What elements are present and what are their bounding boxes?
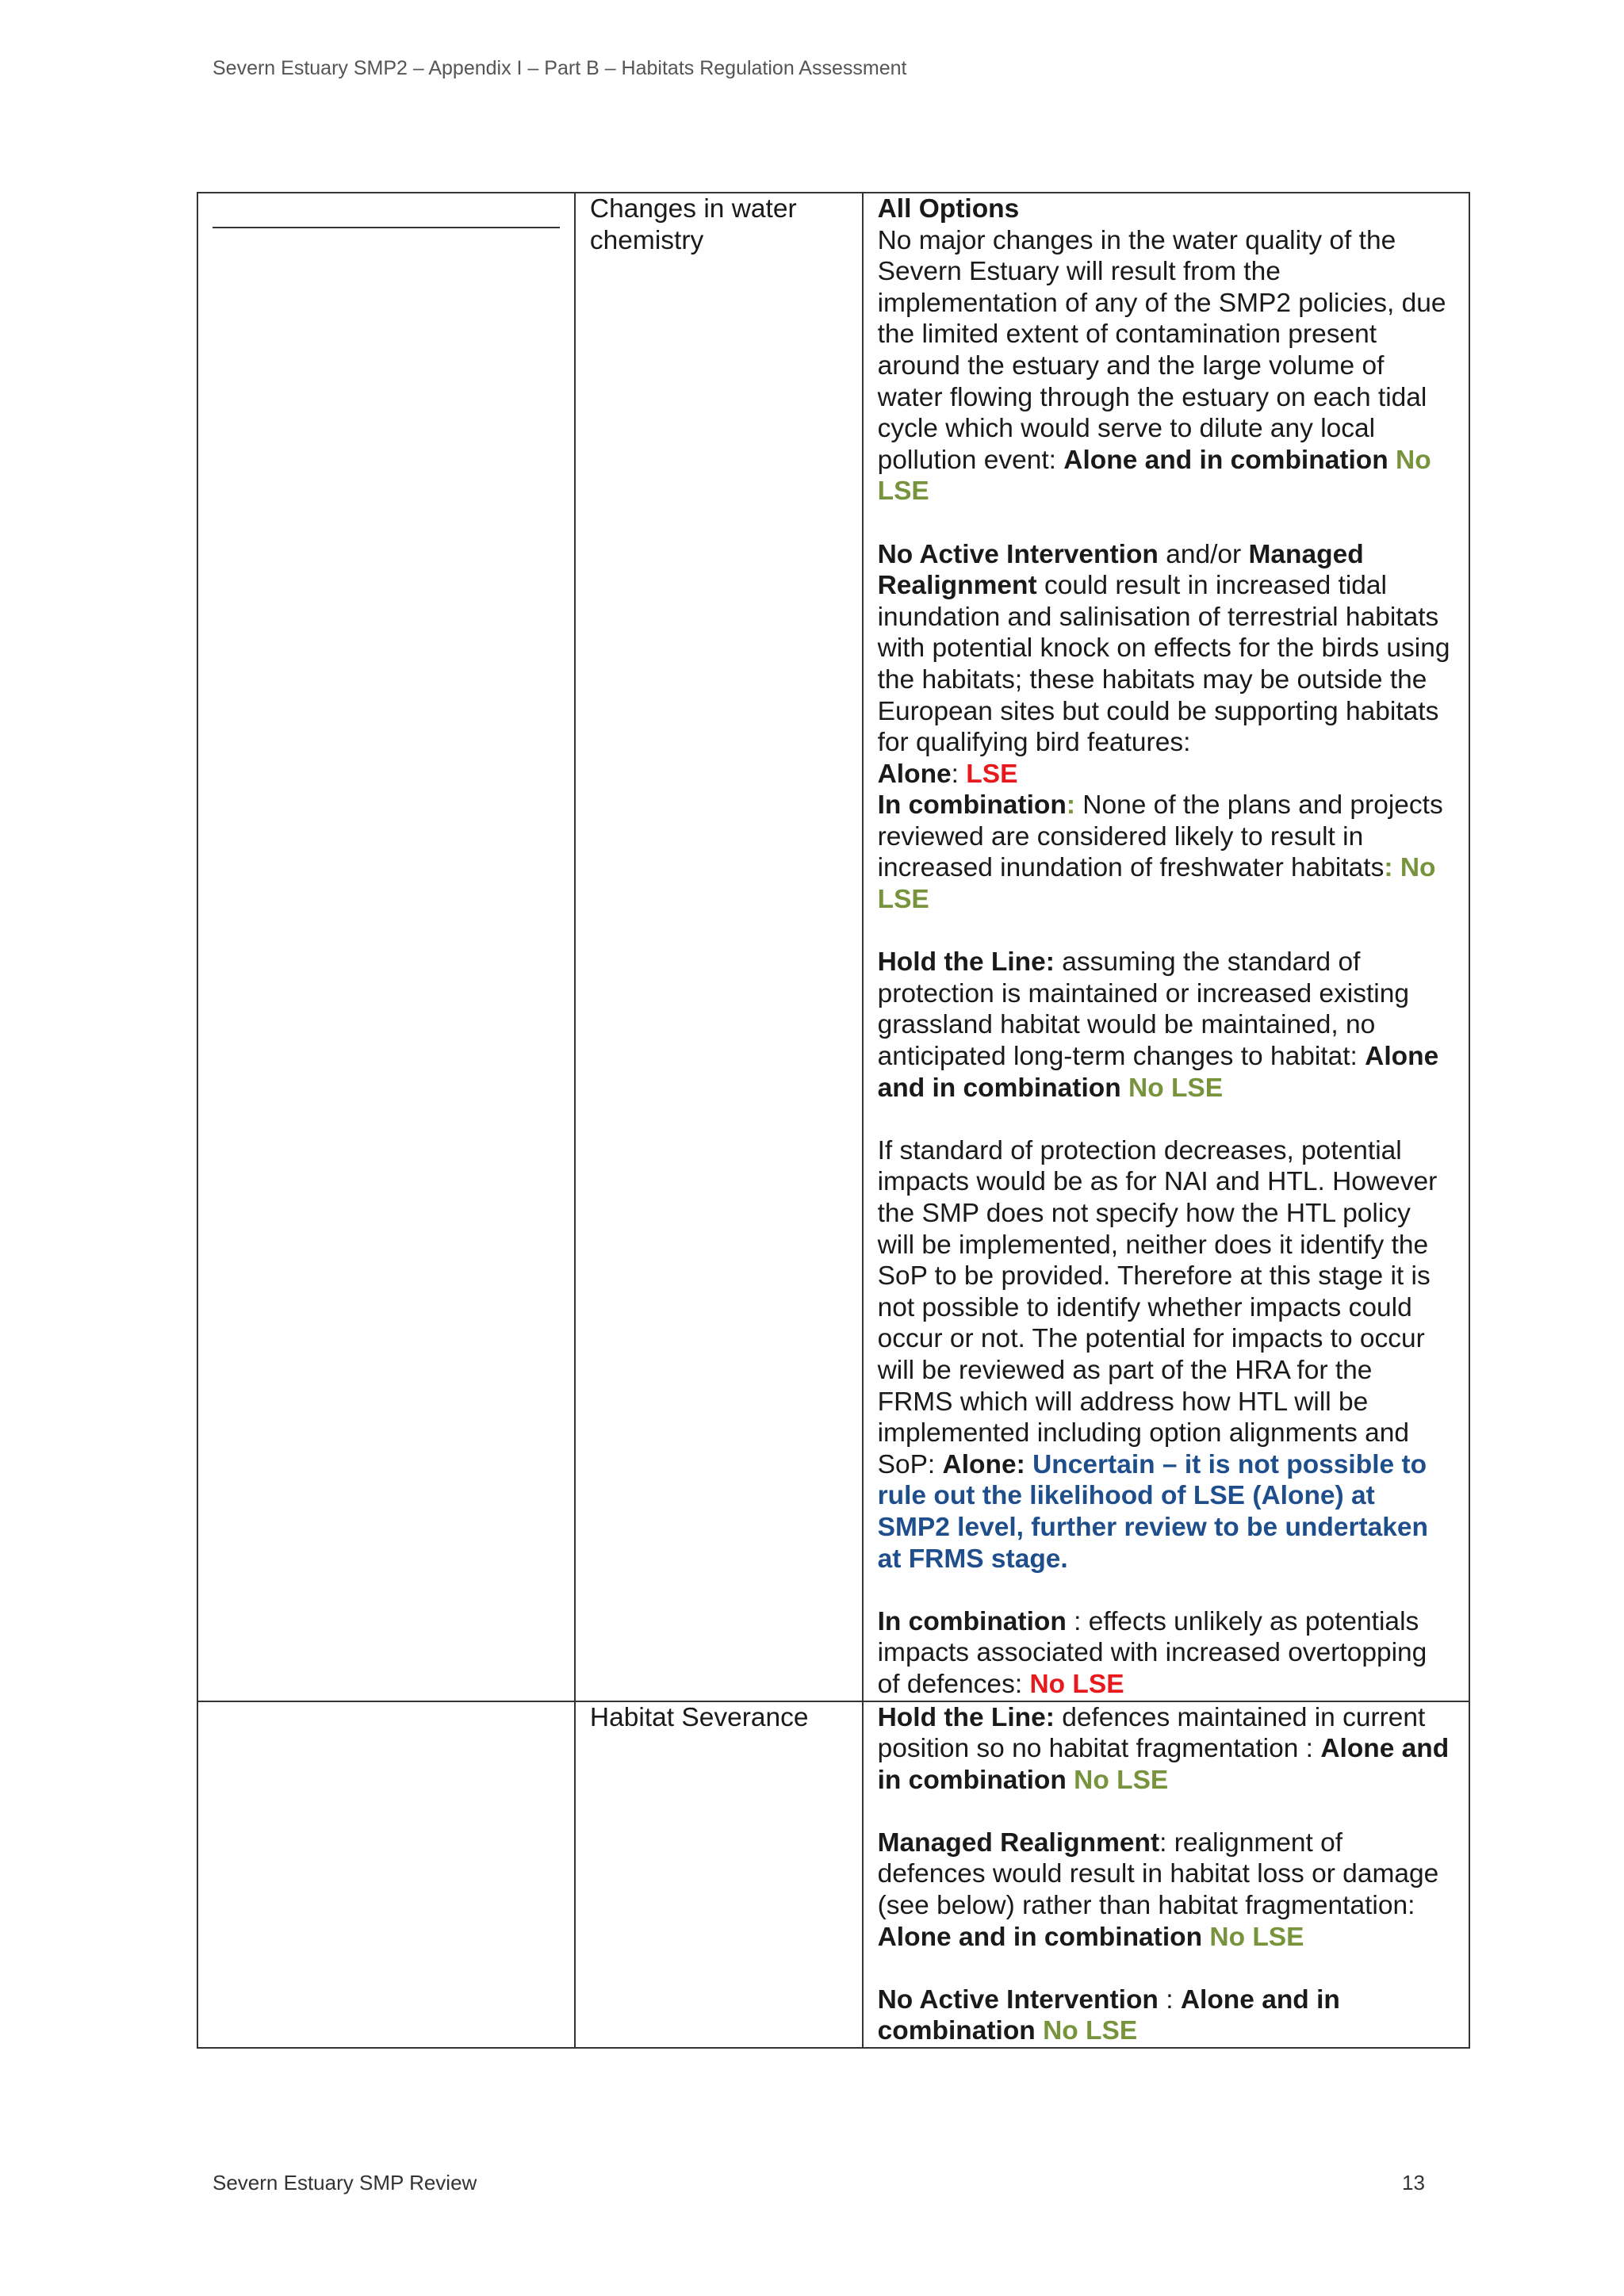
no-lse-verdict: No LSE (1043, 2016, 1138, 2046)
htl-text: defences maintained in current position so no habitat fragmentation : (877, 1702, 1426, 1764)
separator: : (951, 759, 967, 789)
all-options-heading: All Options (877, 194, 1020, 224)
in-combination-block (878, 1606, 1454, 1701)
sop-text: If standard of protection decreases, potential impacts would be as for NAI and HTL. However the SMP does not specify how the HTL policy will be implemented, neither does it identify the SoP to be provided. Therefore at this stage it is not possible to identify whether impacts could occur or not. The potential for impacts to occur will be reviewed as part of the HRA for the FRMS which will address how HTL will be implemented including option alignments and SoP: (877, 1135, 1438, 1479)
no-lse-verdict: No LSE (1128, 1073, 1224, 1103)
htl-text: assuming the standard of protection is maintained or increased existing grassland habitat would be maintained, no anticipated long-term changes to habitat: (877, 947, 1409, 1072)
running-header: Severn Estuary SMP2 – Appendix I – Part B – Habitats Regulation Assessment (213, 57, 907, 79)
impact-label: Habitat Severance (589, 1702, 809, 1732)
table-row (197, 1701, 1469, 2049)
impact-cell (575, 1701, 863, 2049)
separator: : (1384, 853, 1400, 883)
nai-block (878, 1984, 1454, 2047)
verdict-label: Alone and in combination (877, 1734, 1450, 1795)
page-number: 13 (1402, 2171, 1425, 2195)
in-combination-text: None of the plans and projects reviewed are considered likely to result in increased inundation of freshwater habitats (877, 790, 1443, 883)
htl-block (878, 947, 1454, 1104)
alone-label: Alone (877, 759, 952, 789)
impact-cell (575, 193, 863, 1701)
policy-label-nai: No Active Intervention (877, 1984, 1159, 2015)
assessment-table (197, 192, 1470, 2049)
no-lse-verdict: No LSE (1209, 1922, 1304, 1952)
verdict-label: Alone and in combination (1063, 445, 1388, 475)
separator: : (1066, 790, 1075, 821)
site-cell (197, 193, 575, 1701)
policy-label-htl: Hold the Line: (877, 1702, 1055, 1732)
no-lse-verdict-red: No LSE (1029, 1669, 1124, 1699)
policy-label-nai: No Active Intervention (877, 539, 1159, 569)
in-combination-label: In combination (877, 1606, 1067, 1636)
in-combination-label: In combination (877, 790, 1067, 821)
alone-label: Alone: (942, 1449, 1025, 1479)
lse-verdict: LSE (966, 759, 1018, 789)
separator: : (1158, 1984, 1181, 2015)
assessment-cell (863, 193, 1469, 1701)
assessment-cell (863, 1701, 1469, 2049)
mr-block (878, 1827, 1454, 1953)
verdict-label: Alone and in combination (877, 1042, 1439, 1103)
policy-label-mr: Managed Realignment (877, 539, 1364, 601)
verdict-label: Alone and in combination (877, 1922, 1203, 1952)
nai-mr-text: could result in increased tidal inundation and salinisation of terrestrial habitats with potential knock on effects for the birds using the habitats; these habitats may be outside the European sites but could be supporting habitats for qualifying bird features: (877, 571, 1450, 758)
sop-block (878, 1135, 1454, 1575)
site-cell-top (213, 193, 560, 228)
mr-text: : realignment of defences would result in habitat loss or damage (see below) rather than habitat fragmentation: (877, 1827, 1439, 1921)
policy-label-mr: Managed Realignment (877, 1827, 1160, 1858)
all-options-text: No major changes in the water quality of the Severn Estuary will result from the implementation of any of the SMP2 policies, due the limited extent of contamination present around the estuary and the large volume of water flowing through the estuary on each tidal cycle which would serve to dilute any local pollution event: (877, 225, 1446, 475)
in-combination-text: : effects unlikely as potentials impacts associated with increased overtopping of defences: (877, 1606, 1427, 1699)
policy-label-htl: Hold the Line: (877, 947, 1055, 978)
no-lse-verdict: No LSE (877, 853, 1436, 915)
htl-block (878, 1702, 1454, 1797)
site-cell (197, 1701, 575, 2049)
table-row (197, 193, 1469, 1701)
uncertain-verdict: Uncertain – it is not possible to rule out the likelihood of LSE (Alone) at SMP2 level, further review to be undertaken at FRMS stage. (877, 1449, 1429, 1574)
impact-label: Changes in water chemistry (589, 194, 797, 255)
footer-title: Severn Estuary SMP Review (213, 2171, 477, 2195)
verdict-label: Alone and in combination (877, 1984, 1340, 2046)
no-lse-verdict: No LSE (877, 445, 1431, 507)
no-lse-verdict: No LSE (1074, 1765, 1169, 1795)
joiner-text: and/or (1158, 539, 1249, 569)
all-options-block (878, 193, 1454, 507)
nai-mr-block (878, 539, 1454, 916)
